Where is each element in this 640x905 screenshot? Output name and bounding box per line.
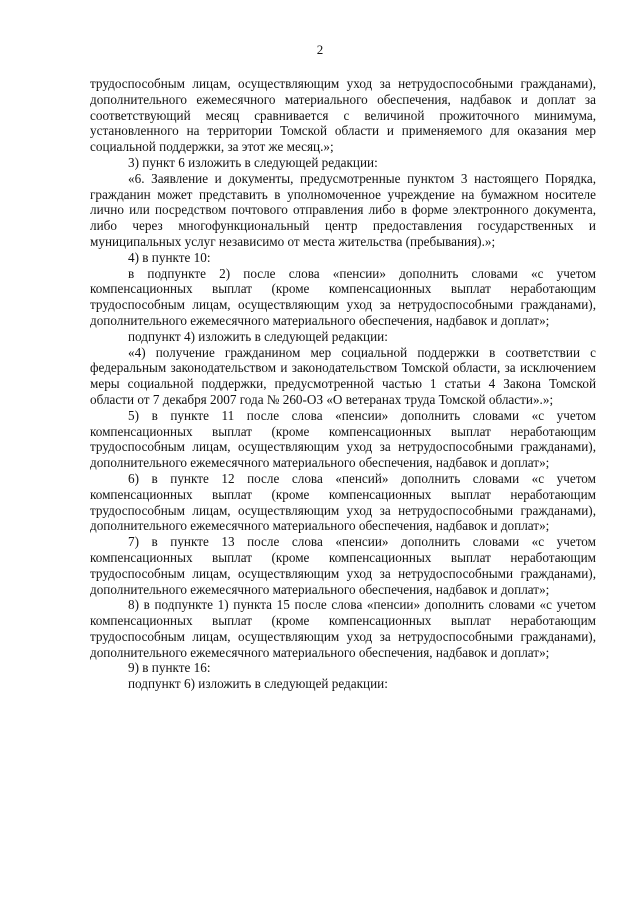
paragraph-13: подпункт 6) изложить в следующей редакции: bbox=[128, 676, 388, 692]
paragraph-11: 8) в подпункте 1) пункта 15 после слова «пенсии» дополнить словами «с учетом компенсационных выплат (кроме компенсационных выплат неработающим трудоспособным лицам, осуществляющим уход за нетрудоспособными гражданами), дополнительного ежемесячного материального обеспечения, надбавок и доплат»; bbox=[90, 597, 596, 660]
paragraph-12: 9) в пункте 16: bbox=[128, 660, 211, 676]
document-body bbox=[90, 76, 596, 692]
paragraph-3: «6. Заявление и документы, предусмотренные пунктом 3 настоящего Порядка, гражданин может представить в уполномоченное учреждение на бумажном носителе лично или посредством почтового отправления либо в форме электронного документа, либо через многофункциональный центр предоставления государственных и муниципальных услуг независимо от места жительства (пребывания).»; bbox=[90, 170, 596, 249]
page-number: 2 bbox=[316, 42, 324, 57]
paragraph-6: подпункт 4) изложить в следующей редакции: bbox=[128, 328, 388, 344]
paragraph-10: 7) в пункте 13 после слова «пенсии» дополнить словами «с учетом компенсационных выплат (кроме компенсационных выплат неработающим трудоспособным лицам, осуществляющим уход за нетрудоспособными гражданами), дополнительного ежемесячного материального обеспечения, надбавок и доплат»; bbox=[90, 534, 596, 597]
paragraph-2: 3) пункт 6 изложить в следующей редакции: bbox=[128, 154, 378, 170]
paragraph-9: 6) в пункте 12 после слова «пенсий» дополнить словами «с учетом компенсационных выплат (кроме компенсационных выплат неработающим трудоспособным лицам, осуществляющим уход за нетрудоспособными гражданами), дополнительного ежемесячного материального обеспечения, надбавок и доплат»; bbox=[90, 470, 596, 534]
paragraph-5: в подпункте 2) после слова «пенсии» дополнить словами «с учетом компенсационных выплат (кроме компенсационных выплат неработающим трудоспособным лицам, осуществляющим уход за нетрудоспособными гражданами), дополнительного ежемесячного материального обеспечения, надбавок и доплат»; bbox=[90, 265, 596, 328]
paragraph-1: трудоспособным лицам, осуществляющим уход за нетрудоспособными гражданами), дополнительного ежемесячного материального обеспечения, надбавок и доплат за соответствующий месяц сравнивается с величиной прожиточного минимума, установленного на территории Томской области и применяемого для оказания мер социальной поддержки, за этот же месяц.»; bbox=[90, 76, 596, 155]
paragraph-8: 5) в пункте 11 после слова «пенсии» дополнить словами «с учетом компенсационных выплат (кроме компенсационных выплат неработающим трудоспособным лицам, осуществляющим уход за нетрудоспособными гражданами), дополнительного ежемесячного материального обеспечения, надбавок и доплат»; bbox=[90, 407, 596, 471]
paragraph-4: 4) в пункте 10: bbox=[128, 249, 211, 265]
paragraph-7: «4) получение гражданином мер социальной поддержки в соответствии с федеральным законодательством и законодательством Томской области, за исключением меры социальной поддержки, предусмотренной частью 1 статьи 4 Закона Томской области от 7 декабря 2007 года № 260-ОЗ «О ветеранах труда Томской области».»; bbox=[90, 344, 596, 407]
